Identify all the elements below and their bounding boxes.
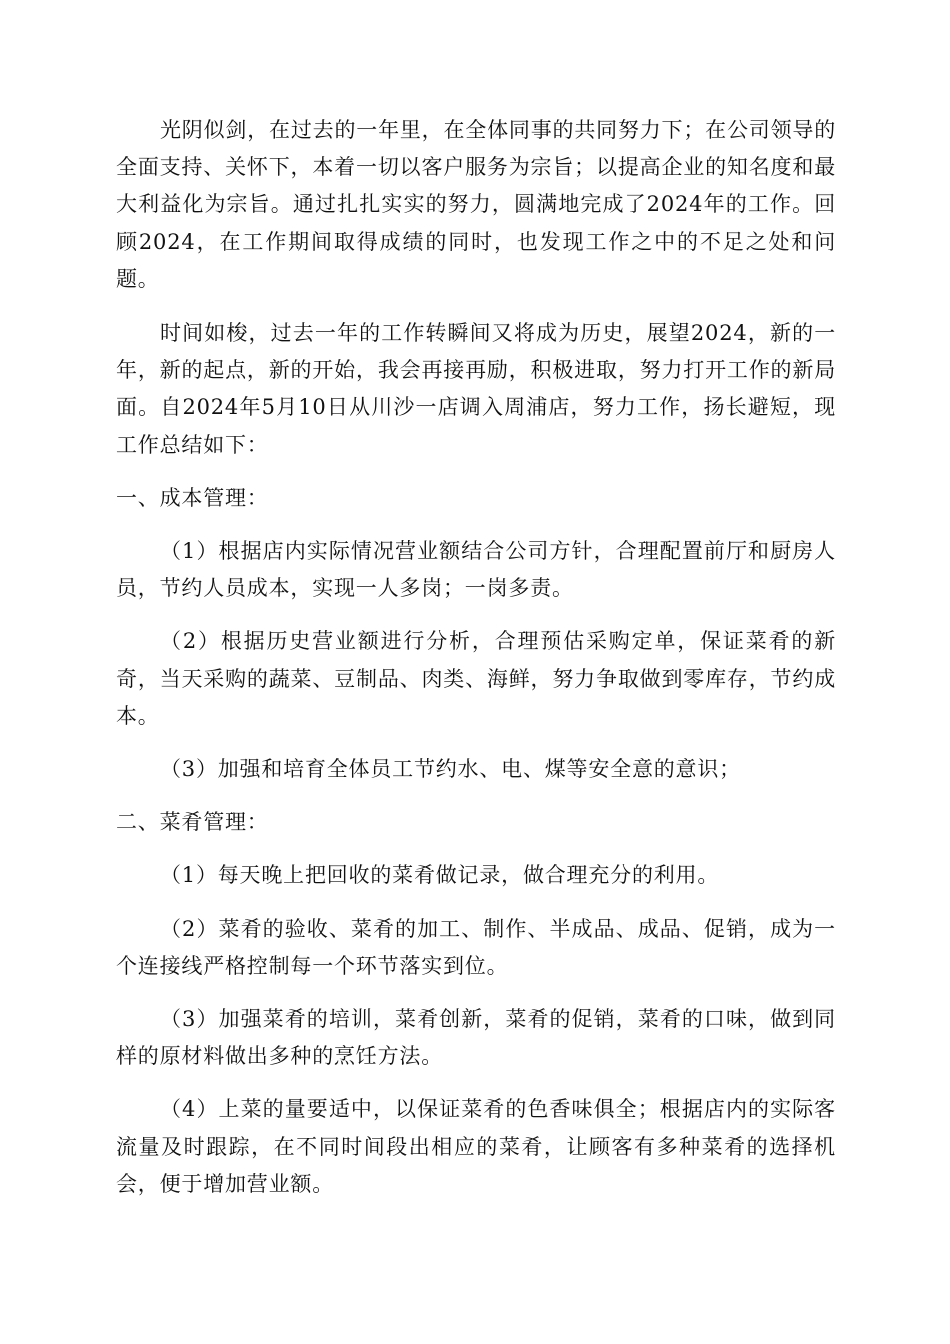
intro-paragraph: 光阴似剑，在过去的一年里，在全体同事的共同努力下；在公司领导的全面支持、关怀下，本着一切以客户服务为宗旨；以提高企业的知名度和最大利益化为宗旨。通过扎扎实实的努力，圆满地完成了2024年的工作。回顾2024，在工作期间取得成绩的同时，也发现工作之中的不足之处和问题。 [116,118,836,291]
document-page [116,112,836,1203]
section-heading-cost: 一、成本管理： [116,485,269,510]
cost-item-2: （2）根据历史营业额进行分析，合理预估采购定单，保证菜肴的新奇，当天采购的蔬菜、豆制品、肉类、海鲜，努力争取做到零库存，节约成本。 [116,629,836,728]
dish-item-3: （3）加强菜肴的培训，菜肴创新，菜肴的促销，菜肴的口味，做到同样的原材料做出多种的烹饪方法。 [116,1007,836,1069]
dish-item-4: （4）上菜的量要适中，以保证菜肴的色香味俱全；根据店内的实际客流量及时跟踪，在不同时间段出相应的菜肴，让顾客有多种菜肴的选择机会，便于增加营业额。 [116,1097,836,1196]
cost-item-3: （3）加强和培育全体员工节约水、电、煤等安全意的意识； [160,757,741,782]
cost-item-1: （1）根据店内实际情况营业额结合公司方针，合理配置前厅和厨房人员，节约人员成本，实现一人多岗；一岗多责。 [116,539,836,601]
outlook-paragraph: 时间如梭，过去一年的工作转瞬间又将成为历史，展望2024，新的一年，新的起点，新的开始，我会再接再励，积极进取，努力打开工作的新局面。自2024年5月10日从川沙一店调入周浦店，努力工作，扬长避短，现工作总结如下： [116,321,836,457]
dish-item-1: （1）每天晚上把回收的菜肴做记录，做合理充分的利用。 [160,863,720,888]
dish-item-2: （2）菜肴的验收、菜肴的加工、制作、半成品、成品、促销，成为一个连接线严格控制每一个环节落实到位。 [116,916,836,978]
section-heading-dishes: 二、菜肴管理： [116,810,269,835]
